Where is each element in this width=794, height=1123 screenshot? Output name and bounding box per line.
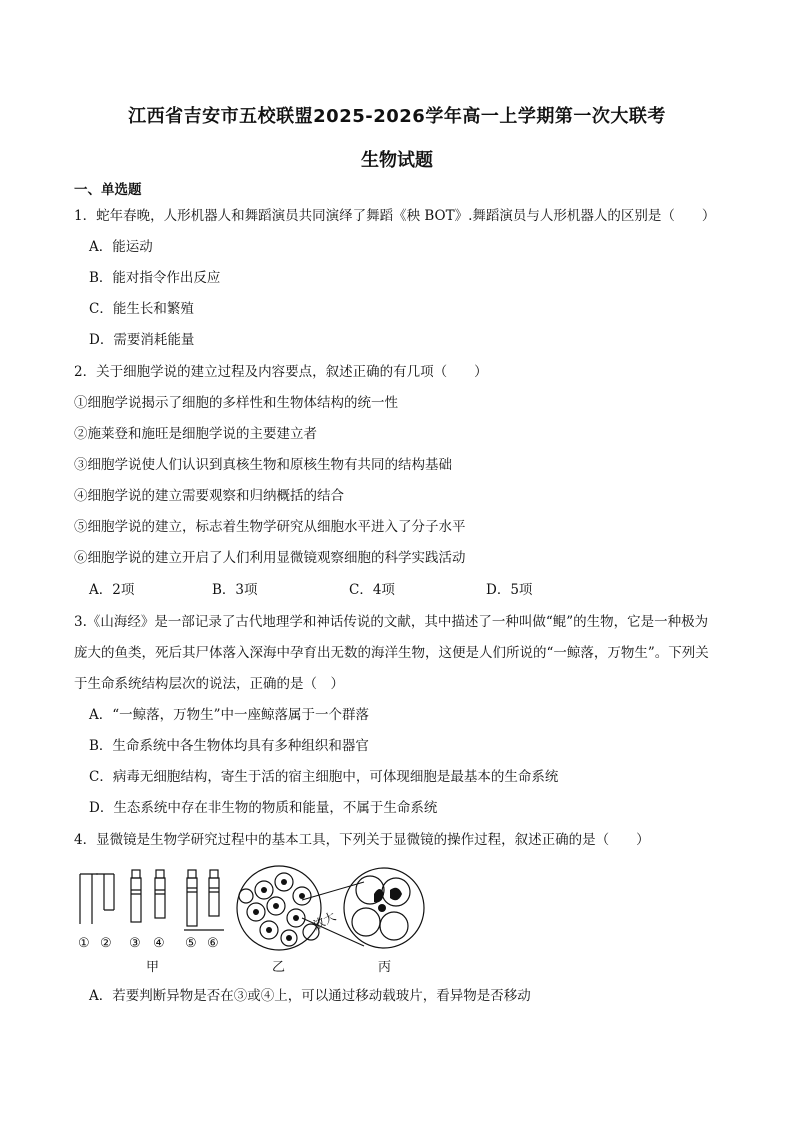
question-3-option-c: C．病毒无细胞结构，寄生于活的宿主细胞中，可体现细胞是最基本的生命系统: [89, 769, 559, 785]
question-3-option-a: A．“一鲸落，万物生”中一座鲸落属于一个群落: [89, 707, 370, 723]
question-2-option-b: B．3项: [212, 582, 258, 598]
lens-number-1: ①: [78, 936, 90, 951]
figure-label-jia: 甲: [146, 960, 160, 975]
question-2-item-6: ⑥细胞学说的建立开启了人们利用显微镜观察细胞的科学实践活动: [74, 550, 466, 566]
figure-label-bing: 丙: [378, 960, 392, 975]
question-2-item-1: ①细胞学说揭示了细胞的多样性和生物体结构的统一性: [74, 395, 398, 411]
question-3-option-b: B．生命系统中各生物体均具有多种组织和器官: [89, 738, 369, 754]
question-1-stem: 1．蛇年春晚，人形机器人和舞蹈演员共同演绎了舞蹈《秧 BOT》.舞蹈演员与人形机器人的区别是（ ）: [74, 208, 716, 224]
question-2-option-d: D．5项: [486, 582, 533, 598]
question-3-stem-line-3: 于生命系统结构层次的说法，正确的是（ ）: [74, 676, 344, 692]
lens-number-2: ②: [100, 936, 112, 951]
magnify-arrow-label: 放大: [310, 909, 339, 933]
lens-number-3: ③: [129, 936, 141, 951]
question-3-option-d: D．生态系统中存在非生物的物质和能量，不属于生命系统: [89, 800, 438, 816]
section-heading: 一、单选题: [74, 182, 142, 198]
question-2-option-c: C．4项: [349, 582, 395, 598]
question-3-stem-line-2: 庞大的鱼类，死后其尸体落入深海中孕育出无数的海洋生物，这便是人们所说的“一鲸落，万物生”。下列关: [74, 645, 709, 661]
question-2-item-5: ⑤细胞学说的建立，标志着生物学研究从细胞水平进入了分子水平: [74, 519, 466, 535]
microscope-figure: [74, 860, 434, 975]
question-4-stem: 4．显微镜是生物学研究过程中的基本工具，下列关于显微镜的操作过程，叙述正确的是（ ）: [74, 832, 650, 848]
figure-label-yi: 乙: [272, 960, 286, 975]
question-2-item-2: ②施莱登和施旺是细胞学说的主要建立者: [74, 426, 317, 442]
question-1-option-a: A．能运动: [89, 239, 153, 255]
question-1-option-c: C．能生长和繁殖: [89, 301, 194, 317]
lens-number-4: ④: [153, 936, 165, 951]
question-2-item-4: ④细胞学说的建立需要观察和归纳概括的结合: [74, 488, 344, 504]
question-2-option-a: A．2项: [89, 582, 135, 598]
exam-title: 江西省吉安市五校联盟2025-2026学年高一上学期第一次大联考: [128, 106, 666, 127]
question-3-stem-line-1: 3.《山海经》是一部记录了古代地理学和神话传说的文献，其中描述了一种叫做“鲲”的生物，它是一种极为: [74, 614, 709, 630]
question-2-stem: 2．关于细胞学说的建立过程及内容要点，叙述正确的有几项（ ）: [74, 364, 488, 380]
exam-subject: 生物试题: [361, 150, 433, 171]
lens-number-6: ⑥: [207, 936, 219, 951]
lens-number-5: ⑤: [185, 936, 197, 951]
question-2-item-3: ③细胞学说使人们认识到真核生物和原核生物有共同的结构基础: [74, 457, 452, 473]
question-1-option-d: D．需要消耗能量: [89, 332, 195, 348]
question-1-option-b: B．能对指令作出反应: [89, 270, 221, 286]
question-4-option-a: A．若要判断异物是否在③或④上，可以通过移动载玻片，看异物是否移动: [89, 988, 531, 1004]
